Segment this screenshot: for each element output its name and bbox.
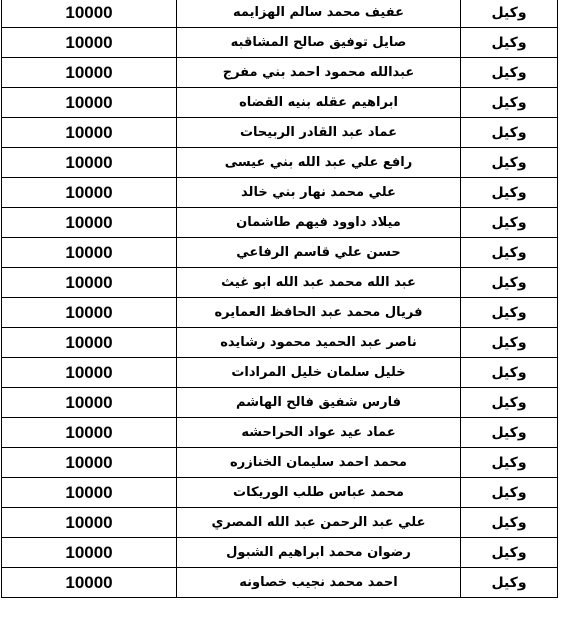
table-row [2,418,558,448]
name-cell: فارس شفيق فالح الهاشم [177,388,461,418]
name-cell: محمد احمد سليمان الخنازره [177,448,461,478]
table-row [2,88,558,118]
table-row [2,178,558,208]
rank-cell: وكيل [461,118,558,148]
personnel-table [1,0,558,598]
table-row [2,238,558,268]
amount-cell: 10000 [2,358,177,388]
amount-cell: 10000 [2,0,177,28]
rank-cell: وكيل [461,0,558,28]
amount-cell: 10000 [2,118,177,148]
table-row [2,268,558,298]
table-row [2,388,558,418]
table-row [2,328,558,358]
rank-cell: وكيل [461,298,558,328]
rank-cell: وكيل [461,358,558,388]
amount-cell: 10000 [2,208,177,238]
amount-cell: 10000 [2,148,177,178]
table-row [2,298,558,328]
amount-cell: 10000 [2,418,177,448]
rank-cell: وكيل [461,478,558,508]
rank-cell: وكيل [461,328,558,358]
name-cell: عبدالله محمود احمد بني مفرج [177,58,461,88]
amount-cell: 10000 [2,388,177,418]
amount-cell: 10000 [2,298,177,328]
table-row [2,358,558,388]
table-body [2,0,558,598]
table-row [2,0,558,28]
rank-cell: وكيل [461,208,558,238]
amount-cell: 10000 [2,178,177,208]
rank-cell: وكيل [461,238,558,268]
table-row [2,118,558,148]
table-row [2,538,558,568]
table-row [2,478,558,508]
rank-cell: وكيل [461,538,558,568]
rank-cell: وكيل [461,178,558,208]
rank-cell: وكيل [461,388,558,418]
table-row [2,448,558,478]
amount-cell: 10000 [2,58,177,88]
rank-cell: وكيل [461,418,558,448]
name-cell: عماد عبد القادر الربيحات [177,118,461,148]
amount-cell: 10000 [2,328,177,358]
name-cell: ناصر عبد الحميد محمود رشايده [177,328,461,358]
table-row [2,568,558,598]
amount-cell: 10000 [2,28,177,58]
amount-cell: 10000 [2,268,177,298]
amount-cell: 10000 [2,238,177,268]
name-cell: عبد الله محمد عبد الله ابو غيث [177,268,461,298]
name-cell: علي عبد الرحمن عبد الله المصري [177,508,461,538]
name-cell: عفيف محمد سالم الهزايمه [177,0,461,28]
amount-cell: 10000 [2,448,177,478]
name-cell: خليل سلمان خليل المرادات [177,358,461,388]
rank-cell: وكيل [461,568,558,598]
rank-cell: وكيل [461,268,558,298]
amount-cell: 10000 [2,568,177,598]
amount-cell: 10000 [2,478,177,508]
amount-cell: 10000 [2,88,177,118]
name-cell: محمد عباس طلب الوريكات [177,478,461,508]
rank-cell: وكيل [461,508,558,538]
table-row [2,58,558,88]
name-cell: رضوان محمد ابراهيم الشبول [177,538,461,568]
name-cell: ميلاد داوود فيهم طاشمان [177,208,461,238]
name-cell: فريال محمد عبد الحافظ العمايره [177,298,461,328]
rank-cell: وكيل [461,448,558,478]
name-cell: عماد عيد عواد الحراحشه [177,418,461,448]
name-cell: صايل توفيق صالح المشاقبه [177,28,461,58]
table-row [2,28,558,58]
table-row [2,508,558,538]
name-cell: رافع علي عبد الله بني عيسى [177,148,461,178]
table-row [2,148,558,178]
table-row [2,208,558,238]
amount-cell: 10000 [2,538,177,568]
amount-cell: 10000 [2,508,177,538]
name-cell: احمد محمد نجيب خصاونه [177,568,461,598]
name-cell: علي محمد نهار بني خالد [177,178,461,208]
rank-cell: وكيل [461,58,558,88]
name-cell: ابراهيم عقله بنيه القضاه [177,88,461,118]
name-cell: حسن علي قاسم الرفاعي [177,238,461,268]
rank-cell: وكيل [461,88,558,118]
rank-cell: وكيل [461,148,558,178]
rank-cell: وكيل [461,28,558,58]
